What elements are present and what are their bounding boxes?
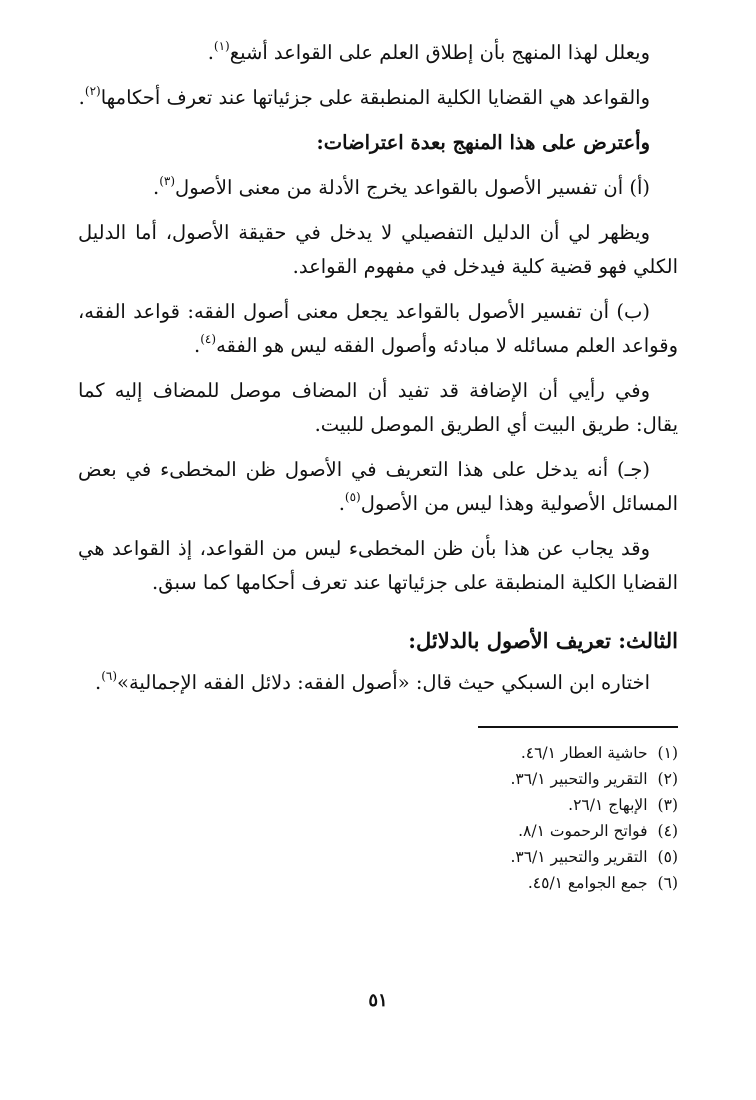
footnote-item: (٥)التقرير والتحبير ٣٦/١. <box>510 848 678 866</box>
footnote-item: (١)حاشية العطار ٤٦/١. <box>520 744 678 762</box>
footnote-ref-3[interactable]: (٣) <box>159 174 176 188</box>
paragraph-response-a: ويظهر لي أن الدليل التفصيلي لا يدخل في حقيقة الأصول، أما الدليل الكلي فهو قضية كلية فيدخل في مفهوم القواعد. <box>78 221 678 278</box>
paragraph-final: اختاره ابن السبكي حيث قال: «أصول الفقه: دلائل الفقه الإجمالية»$^{(٦)}$. <box>94 669 650 694</box>
footnote-item: (٤)فواتح الرحموت ٨/١. <box>518 822 678 840</box>
paragraph-1: ويعلل لهذا المنهج بأن إطلاق العلم على القواعد أشيع$^{(١)}$. <box>207 39 650 64</box>
paragraph-2: والقواعد هي القضايا الكلية المنطبقة على جزئياتها عند تعرف أحكامها$^{(٢)}$. <box>78 84 650 109</box>
paragraph-response-b: وفي رأيي أن الإضافة قد تفيد أن المضاف موصل للمضاف إليه كما يقال: طريق البيت أي الطريق الموصل للبيت. <box>78 379 678 436</box>
objection-b: (ب) أن تفسير الأصول بالقواعد يجعل معنى أصول الفقه: قواعد الفقه، وقواعد العلم مسائله لا مبادئه وأصول الفقه ليس هو الفقه$^{(٤)}$. <box>78 300 678 357</box>
footnotes <box>478 726 678 896</box>
footnote-item: (٢)التقرير والتحبير ٣٦/١. <box>510 770 678 788</box>
objections-intro: وأعترض على هذا المنهج بعدة اعتراضات: <box>316 131 650 154</box>
footnote-ref-5[interactable]: (٥) <box>344 490 361 504</box>
objection-c: (جـ) أنه يدخل على هذا التعريف في الأصول ظن المخطىء في بعض المسائل الأصولية وهذا ليس من الأصول$^{(٥)}$. <box>78 458 678 515</box>
footnote-ref-1[interactable]: (١) <box>213 39 230 53</box>
objection-a: (أ) أن تفسير الأصول بالقواعد يخرج الأدلة من معنى الأصول$^{(٣)}$. <box>153 174 650 199</box>
section-heading: الثالث: تعريف الأصول بالدلائل: <box>408 628 678 653</box>
footnote-item: (٦)جمع الجوامع ٤٥/١. <box>527 874 678 892</box>
footnote-ref-2[interactable]: (٢) <box>84 84 101 98</box>
paragraph-response-c: وقد يجاب عن هذا بأن ظن المخطىء ليس من القواعد، إذ القواعد هي القضايا الكلية المنطبقة على جزئياتها عند تعرف أحكامها كما سبق. <box>78 537 678 594</box>
footnote-item: (٣)الإبهاج ٢٦/١. <box>568 796 678 814</box>
page-body <box>78 36 678 896</box>
footnote-ref-6[interactable]: (٦) <box>101 669 118 683</box>
footnote-ref-4[interactable]: (٤) <box>200 332 217 346</box>
page-number: ٥١ <box>368 990 388 1011</box>
